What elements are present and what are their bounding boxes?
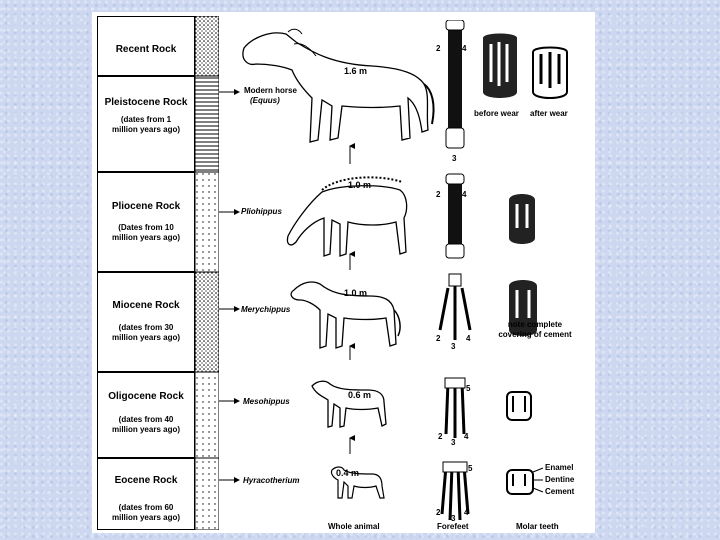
digit-2: 2 bbox=[436, 44, 441, 53]
digit-3: 3 bbox=[452, 154, 457, 163]
rock-name: Oligocene Rock bbox=[108, 391, 184, 402]
label-dentine: Dentine bbox=[545, 475, 575, 484]
column-label-whole-animal: Whole animal bbox=[328, 522, 380, 531]
label-cement-note: note complete covering of cement bbox=[498, 320, 572, 339]
label-enamel: Enamel bbox=[545, 463, 574, 472]
digit-3: 3 bbox=[451, 438, 456, 447]
hyracotherium-drawing bbox=[328, 460, 388, 500]
digit-4: 4 bbox=[462, 44, 467, 53]
rock-name: Pliocene Rock bbox=[111, 201, 181, 212]
height-hyracotherium: 0.4 m bbox=[336, 468, 360, 478]
digit-5: 5 bbox=[466, 384, 471, 393]
digit-3: 3 bbox=[451, 342, 456, 351]
column-label-forefeet: Forefeet bbox=[437, 522, 469, 531]
rock-dates: (dates from 40 million years ago) bbox=[111, 415, 181, 434]
forefeet-drawings bbox=[436, 20, 476, 530]
rock-pleistocene bbox=[97, 76, 195, 172]
rock-name: Miocene Rock bbox=[112, 300, 180, 311]
digit-5: 5 bbox=[468, 464, 473, 473]
rock-pliocene bbox=[97, 172, 195, 272]
rock-name: Recent Rock bbox=[115, 44, 177, 55]
molar-drawings bbox=[477, 32, 587, 502]
label-hyracotherium: Hyracotherium bbox=[243, 476, 300, 485]
rock-recent bbox=[97, 16, 195, 76]
modern-horse-drawing bbox=[232, 20, 442, 150]
digit-2: 2 bbox=[436, 508, 441, 517]
digit-2: 2 bbox=[436, 334, 441, 343]
rock-name: Eocene Rock bbox=[114, 475, 178, 486]
rock-dates: (dates from 1 million years ago) bbox=[111, 115, 181, 134]
label-cement: Cement bbox=[545, 487, 575, 496]
digit-3: 3 bbox=[451, 514, 456, 523]
column-label-molar-teeth: Molar teeth bbox=[516, 522, 559, 531]
rock-eocene bbox=[97, 458, 195, 530]
digit-4: 4 bbox=[464, 432, 469, 441]
height-mesohippus: 0.6 m bbox=[348, 390, 372, 400]
digit-4: 4 bbox=[462, 190, 467, 199]
rock-dates: (Dates from 10 million years ago) bbox=[111, 223, 181, 242]
rock-dates: (dates from 60 million years ago) bbox=[111, 503, 181, 522]
label-mesohippus: Mesohippus bbox=[243, 397, 290, 406]
label-modern-horse: Modern horse bbox=[244, 86, 297, 95]
digit-2: 2 bbox=[438, 432, 443, 441]
digit-4: 4 bbox=[466, 334, 471, 343]
label-pliohippus: Pliohippus bbox=[241, 207, 282, 216]
height-pliohippus: 1.0 m bbox=[348, 180, 372, 190]
digit-2: 2 bbox=[436, 190, 441, 199]
label-after-wear: after wear bbox=[530, 109, 568, 118]
label-equus: (Equus) bbox=[250, 96, 280, 105]
label-merychippus: Merychippus bbox=[241, 305, 291, 314]
rock-oligocene bbox=[97, 372, 195, 458]
height-modern: 1.6 m bbox=[344, 66, 368, 76]
height-merychippus: 1.0 m bbox=[344, 288, 368, 298]
evolution-diagram bbox=[92, 12, 595, 533]
rock-name: Pleistocene Rock bbox=[104, 97, 188, 108]
digit-4: 4 bbox=[464, 508, 469, 517]
rock-miocene bbox=[97, 272, 195, 372]
rock-dates: (dates from 30 million years ago) bbox=[111, 323, 181, 342]
strata-column bbox=[195, 16, 219, 530]
evolution-arrows bbox=[344, 142, 356, 462]
label-before-wear: before wear bbox=[474, 109, 519, 118]
